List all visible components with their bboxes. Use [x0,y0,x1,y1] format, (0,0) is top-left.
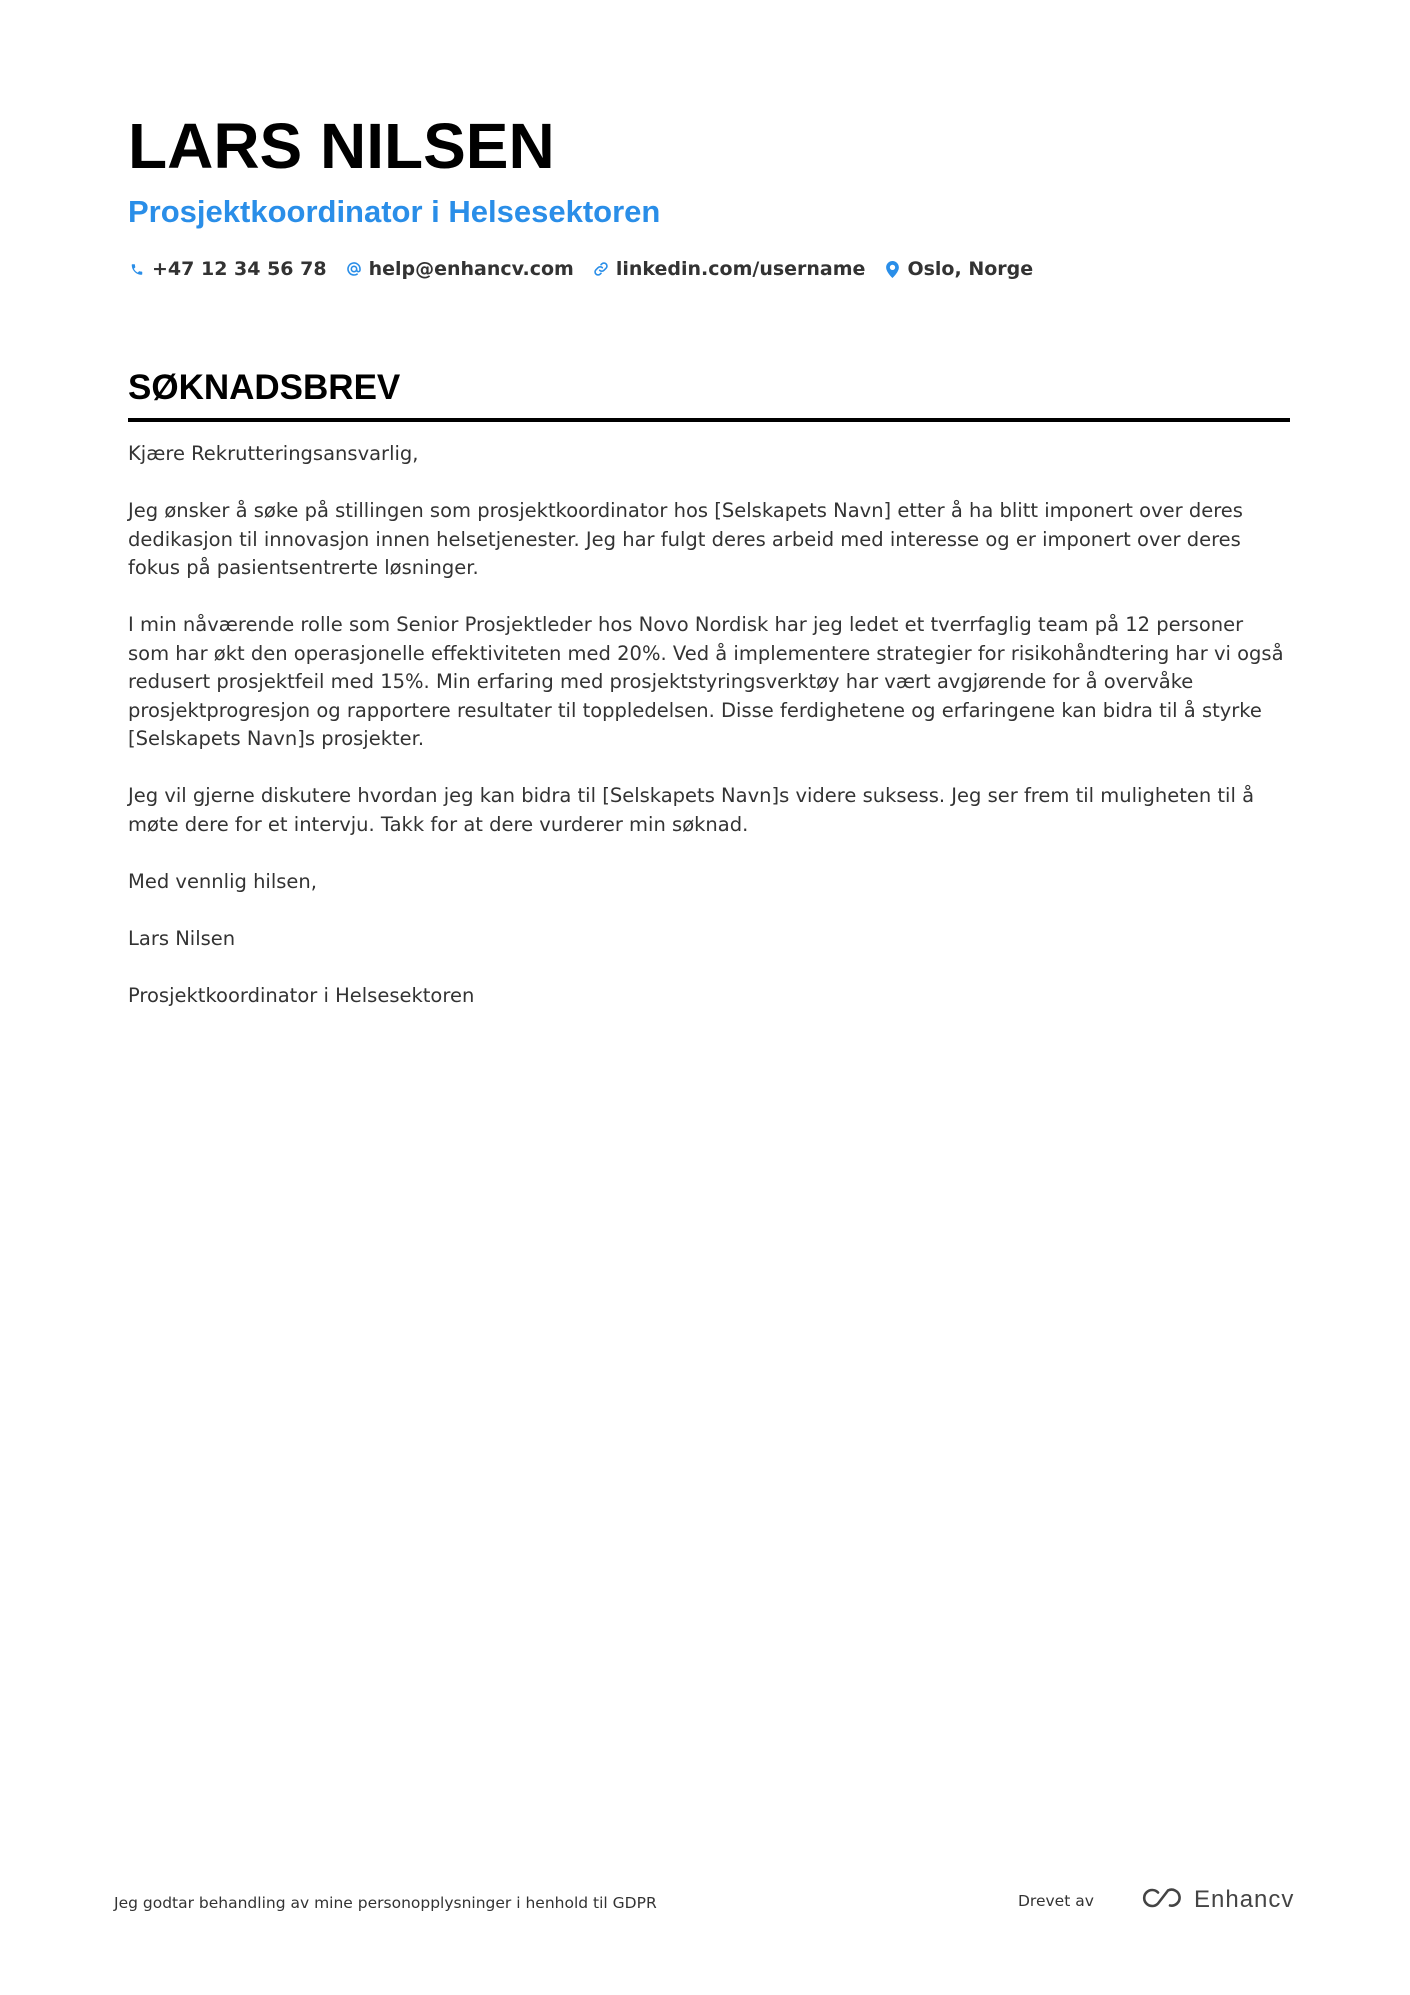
applicant-name: LARS NILSEN [128,110,555,182]
enhancv-brand-link[interactable] [1138,1885,1294,1915]
contact-email-text: help@enhancv.com [368,258,574,280]
signature-name: Lars Nilsen [128,926,236,950]
contact-location-text: Oslo, Norge [907,258,1034,280]
gdpr-consent-text: Jeg godtar behandling av mine personopplysninger i henhold til GDPR [114,1894,657,1912]
contact-phone-text: +47 12 34 56 78 [152,258,327,280]
location-pin-icon [883,259,901,279]
link-icon [592,259,610,279]
contact-linkedin-text: linkedin.com/username [615,258,866,280]
at-icon [345,259,363,279]
enhancv-logo-icon [1138,1885,1186,1915]
phone-icon [128,259,146,279]
contact-email[interactable] [345,258,574,280]
brand-name: Enhancv [1194,1886,1295,1913]
letter-paragraph: Jeg vil gjerne diskutere hvordan jeg kan bidra til [Selskapets Navn]s videre suksess. Jeg ser frem til muligheten til å møte dere for et intervju. Takk for at dere vurderer min søknad. [128,784,1255,836]
footer [0,1880,1410,1920]
letter-body [128,440,1290,1039]
powered-by-label: Drevet av [1018,1892,1094,1910]
contact-phone[interactable] [128,258,327,280]
letter-greeting: Kjære Rekrutteringsansvarlig, [128,442,419,465]
letter-closing: Med vennlig hilsen, [128,869,317,893]
letter-paragraph: Jeg ønsker å søke på stillingen som prosjektkoordinator hos [Selskapets Navn] etter å ha blitt imponert over deres dedikasjon til innovasjon innen helsetjenester. Jeg har fulgt deres arbeid med interesse og er imponert over deres fokus på pasientsentrerte løsninger. [128,499,1243,579]
section-divider [128,418,1290,422]
letter-paragraph: I min nåværende rolle som Senior Prosjektleder hos Novo Nordisk har jeg ledet et tverrfaglig team på 12 personer som har økt den operasjonelle effektiviteten med 20%. Ved å implementere strategier for risikohåndtering har vi også redusert prosjektfeil med 15%. Min erfaring med prosjektstyringsverktøy har vært avgjørende for å overvåke prosjektprogresjon og rapportere resultater til toppledelsen. Disse ferdighetene og erfaringene kan bidra til å styrke [Selskapets Navn]s prosjekter. [128,613,1284,750]
header [128,108,1288,280]
signature-title: Prosjektkoordinator i Helsesektoren [128,983,475,1007]
contact-bar [128,258,1288,280]
applicant-role: Prosjektkoordinator i Helsesektoren [128,194,661,229]
contact-location [883,258,1033,280]
section-title: SØKNADSBREV [128,368,401,407]
section-header [128,366,1290,422]
contact-linkedin[interactable] [592,258,866,280]
